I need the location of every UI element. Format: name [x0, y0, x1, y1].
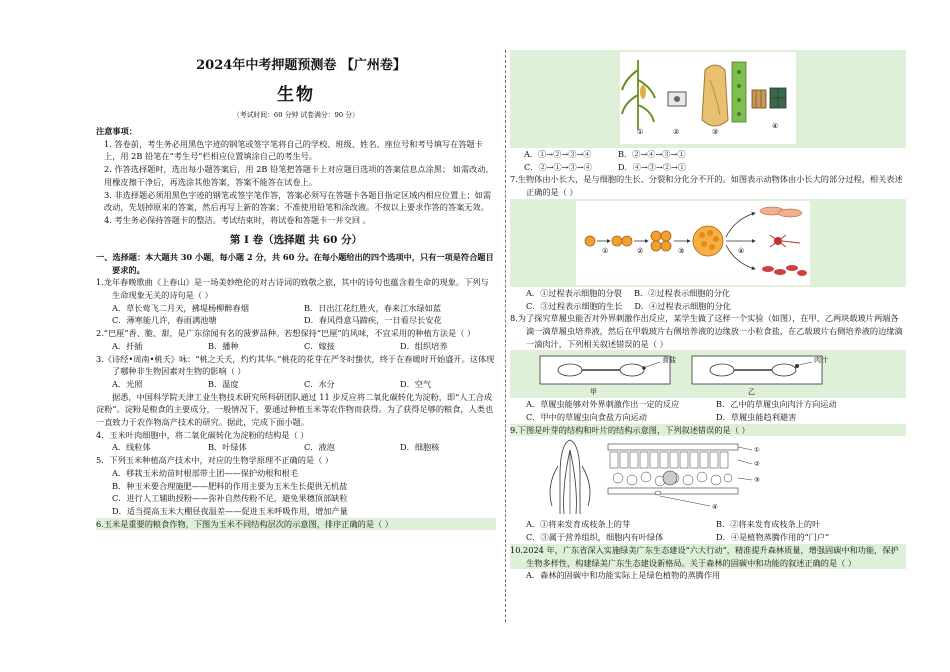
option-c: C．薄寒能几许，春雨满池塘 — [112, 315, 217, 326]
question-1-options-row — [96, 302, 496, 315]
fig-label-1: ① — [637, 128, 644, 136]
question-7-options-row — [510, 287, 906, 300]
question-6-figure — [510, 50, 906, 148]
right-column — [510, 0, 906, 672]
question-9-options-row — [510, 531, 906, 544]
question-8-stem: 8.为了探究草履虫能否对外界刺激作出反应，某学生做了这样一个实验（如图），在甲、乙两块载玻片两端各滴一滴草履虫培养液，然后在甲载玻片右侧培养液的边缘放一小粒食盐，在乙载玻片右侧培养液的边缘滴一滴肉汁，下列相关叙述错误的是（ ） — [510, 313, 903, 349]
option-a: A．移栽玉米幼苗时根部带土团——保护幼根和根毛 — [112, 467, 299, 478]
question-6-stem: 6.玉米是重要的粮食作物，下图为玉米不同结构层次的示意图，排序正确的是（ ） — [96, 518, 496, 531]
question-3-options — [96, 378, 496, 391]
question-6-options — [510, 161, 906, 174]
question-9-stem: 9.下图是叶芽的结构和叶片的结构示意图，下列叙述错误的是（ ） — [510, 424, 906, 437]
option-a: A．①→②→③→④ — [524, 149, 592, 159]
label-juice: 肉汁 — [814, 356, 828, 365]
fig-label-3: ③ — [712, 128, 719, 136]
corn-structure-levels-illustration — [510, 50, 906, 148]
option-b: B．乙中的草履虫向肉汁方向运动 — [716, 399, 837, 410]
option-b: B．温度 — [208, 378, 239, 389]
option-c: C．③过程表示细胞的生长 — [526, 300, 623, 311]
question-8-options-row — [510, 411, 906, 424]
option-d: D．④→③→②→① — [618, 161, 687, 172]
fig-label-1: ① — [602, 246, 609, 255]
corn-kernel-icon — [702, 65, 728, 126]
label-salt: 食盐 — [662, 356, 676, 365]
option-c: C．进行人工辅助授粉——弥补自然传粉不足，避免果穗顶部缺粒 — [112, 493, 348, 504]
meat-juice-drop-icon — [795, 364, 799, 368]
question-1-stem: 1.龙年春晚歌曲《上春山》是一场美妙绝伦的对古诗词的致敬之旅，其中的诗句也蕴含着生命的现象。下列与生命现象无关的诗句是（ ） — [96, 277, 489, 301]
option-a: A．森林的固碳中和功能实际上是绿色植物的蒸腾作用 — [526, 570, 721, 581]
question-2-options — [96, 340, 496, 353]
notice-item: 3. 非选择题必须用黑色字迹的钢笔或签字笔作答，答案必须写在答题卡各题目指定区域内相应位置上；如需改动，先划掉原来的答案，然后再写上新的答案；不准使用铅笔和涂改液。不按以上要求作答的答案无效。 — [104, 189, 492, 213]
option-d: D．细胞核 — [400, 442, 440, 453]
label-yi: 乙 — [748, 388, 755, 397]
question-5-stem: 5．下列玉米种植高产技术中，对应的生物学原理不正确的是（ ） — [96, 455, 334, 466]
fig-label-3: ③ — [754, 476, 760, 485]
option-a: A．扦插 — [112, 340, 143, 351]
option-d: D．④过程表示细胞的分化 — [634, 300, 731, 311]
fig-label-3: ③ — [678, 246, 685, 255]
question-7-options-row — [510, 300, 906, 313]
left-column — [96, 0, 496, 672]
stoma-icon — [655, 491, 661, 495]
option-a: A．光照 — [112, 378, 143, 389]
option-b: B．②将来发育成枝条上的叶 — [716, 519, 821, 530]
two-cells-icon — [612, 236, 622, 246]
fig-label-4: ④ — [712, 503, 718, 512]
cell-cluster-icon — [693, 226, 723, 256]
slide-yi-icon — [692, 356, 822, 384]
option-b: B．日出江花红胜火，春来江水绿如蓝 — [304, 302, 442, 313]
notice-item: 4. 考生务必保持答题卡的整洁。考试结束时，将试卷和答题卡一并交回 。 — [104, 214, 371, 225]
leaf-bud-icon — [550, 440, 590, 514]
exam-meta: （考试时间：60 分钟 试卷满分：90 分） — [233, 111, 359, 120]
fig-label-4: ④ — [772, 122, 779, 130]
question-7-figure — [510, 199, 906, 287]
option-d: D．空气 — [400, 378, 432, 389]
option-a: A．①将来发育成枝条上的芽 — [526, 519, 631, 530]
question-7-stem: 7.生物体由小长大，是与细胞的生长、分裂和分化分不开的。如图表示动物体由小长大的部分过程，相关表述正确的是（ ） — [510, 174, 903, 198]
notice-item: 1. 答卷前，考生务必用黑色字迹的钢笔或签字笔将自己的学校、班级、姓名、座位号和考号填写在答题卡上，用 2B 铅笔在“考生号”栏相应位置填涂自己的考生号。 — [104, 138, 483, 162]
question-3-stem: 3.《诗经•周南•桃夭》咏：“桃之夭夭，灼灼其华。”桃花的花芽在严冬时蛰伏，终于在春暖时开始盛开。这体现了哪种非生物因素对生物的影响（ ） — [96, 353, 495, 377]
fig-label-2: ② — [673, 128, 680, 136]
option-c: C．②→①→③→④ — [524, 161, 592, 172]
option-d: D．草履虫能趋利避害 — [716, 412, 797, 423]
option-d: D．④是植物蒸腾作用的“门户” — [716, 532, 830, 543]
leaf-bud-and-leaf-structure-illustration — [510, 436, 906, 518]
option-d: D．适当提高玉米大棚昼夜温差——促进玉米呼吸作用，增加产量 — [112, 505, 348, 516]
notice-item: 2. 作答选择题时，选出每小题答案后，用 2B 铅笔把答题卡上对应题目选项的答案信息点涂黑； 如需改动，用橡皮擦干净后，再选涂其他答案，答案不能答在试卷上。 — [104, 164, 494, 187]
option-d: D．春风得意马蹄疾，一日看尽长安花 — [304, 315, 442, 326]
option-b: B．②→④→③→① — [618, 149, 686, 159]
fig-label-2: ② — [754, 460, 760, 469]
option-b: B．叶绿体 — [208, 442, 247, 453]
fig-label-4: ④ — [738, 246, 745, 255]
option-c: C．水分 — [304, 378, 335, 389]
question-10-stem: 10.2024 年，广东省深入实施绿美广东生态建设“六大行动”，精准提升森林质量，增强固碳中和功能，保护生物多样性，构建绿美广东生态建设新格局。关于森林的固碳中和功能的叙述正确的是（ ） — [510, 544, 906, 569]
cell-icon — [668, 92, 686, 106]
option-a: A．线粒体 — [112, 442, 151, 453]
option-a: A．草长莺飞二月天，拂堤杨柳醉春烟 — [112, 302, 249, 313]
notice-heading: 注意事项： — [96, 126, 137, 137]
label-jia: 甲 — [590, 388, 597, 397]
paramecium-slides-illustration — [510, 350, 906, 398]
reading-passage: 据悉，中国科学院天津工业生物技术研究所科研团队通过 11 步反应将二氧化碳转化为淀粉，即“人工合成淀粉”。淀粉是粮食的主要成分，一般情况下，要通过种植玉米等农作物而获得。为了获得足够的粮食，人类也一直致力于农作物高产技术的研究。据此，完成下面小题。 — [96, 391, 494, 428]
question-4-options — [96, 441, 496, 454]
question-8-figure — [510, 350, 906, 398]
subject-title: 生物 — [277, 85, 315, 106]
question-2-stem: 2.“巴厘”香、脆、甜，是广东徐闻有名的菠萝品种。若想保持“巴厘”的风味，不宜采用的种植方法是（ ） — [96, 328, 476, 339]
leaf-cross-section-icon — [608, 444, 752, 506]
option-d: D．组织培养 — [400, 340, 448, 351]
option-c: C．③属于营养组织，细胞内有叶绿体 — [526, 532, 664, 543]
question-1-options-row — [96, 314, 496, 327]
section-title: 第 I 卷（选择题 共 60 分） — [229, 233, 363, 246]
single-cell-icon — [585, 236, 595, 246]
question-4-stem: 4．玉米叶肉细胞中，将二氧化碳转化为淀粉的结构是（ ） — [96, 429, 309, 440]
question-9-options-row — [510, 518, 906, 531]
option-c: C．甲中的草履虫向食盐方向运动 — [526, 412, 647, 423]
cell-division-differentiation-illustration — [510, 199, 906, 287]
fig-label-1: ① — [754, 446, 760, 455]
slide-jia-icon — [540, 356, 670, 384]
option-c: C．液泡 — [304, 442, 335, 453]
option-c: C．嫁接 — [304, 340, 335, 351]
option-b: B．种玉米要合理施肥——肥料的作用主要为玉米生长提供无机盐 — [112, 480, 348, 491]
fig-label-2: ② — [637, 246, 644, 255]
question-6-options — [510, 148, 906, 161]
option-b: B．②过程表示细胞的分化 — [633, 287, 731, 298]
tissue-green-icon — [732, 62, 746, 122]
option-a: A．①过程表示细胞的分裂 — [526, 287, 622, 298]
option-a: A．草履虫能够对外界刺激作出一定的反应 — [526, 399, 680, 410]
exam-title: 2024年中考押题预测卷 【广州卷】 — [196, 58, 406, 73]
option-b: B．播种 — [208, 340, 239, 351]
column-divider — [505, 50, 506, 622]
section-intro: 一、选择题：本大题共 30 小题，每小题 2 分，共 60 分。在每小题给出的四个选项中，只有一项是符合题目要求的。 — [96, 251, 494, 275]
question-9-figure — [510, 436, 906, 518]
salt-grain-icon — [642, 367, 646, 371]
question-8-options-row — [510, 398, 906, 411]
